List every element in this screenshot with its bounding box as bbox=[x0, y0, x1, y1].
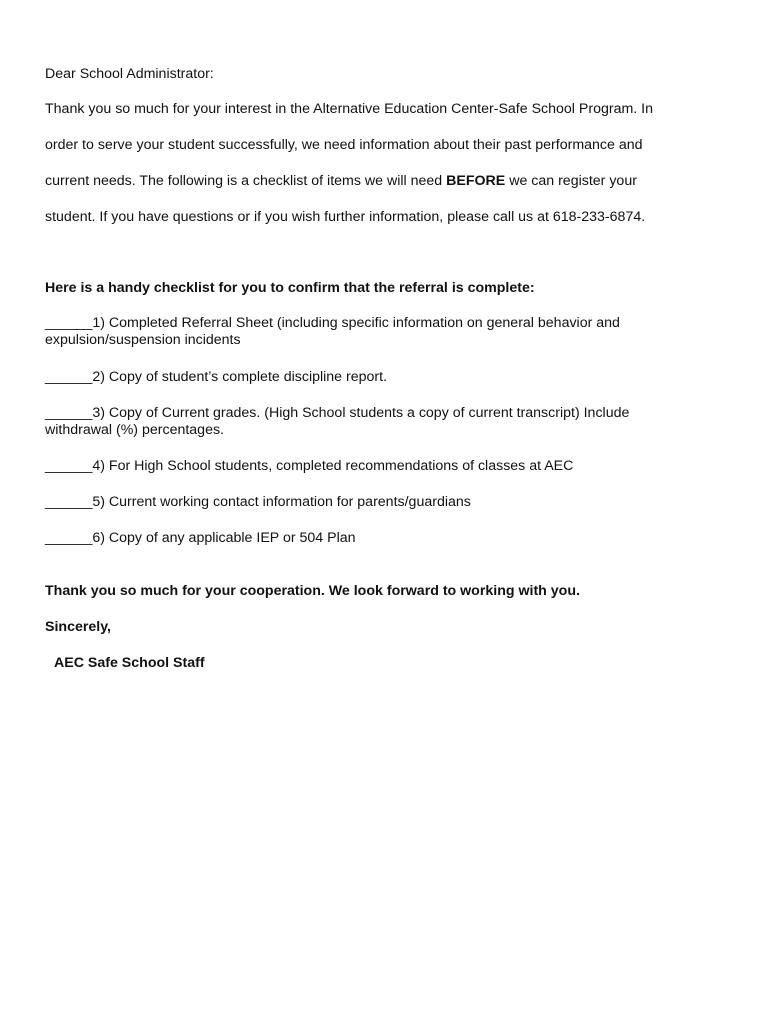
checklist-item-text: 3) Copy of Current grades. (High School students a copy of current transcript) Include bbox=[92, 405, 630, 421]
checkbox-blank: ______ bbox=[45, 494, 93, 510]
checklist-item-6 bbox=[45, 530, 745, 547]
checklist-item-text: 5) Current working contact information for parents/guardians bbox=[92, 494, 471, 510]
emphasis-before: BEFORE bbox=[446, 173, 506, 189]
intro-line-3-end: we can register your bbox=[505, 173, 637, 189]
intro-line-4: student. If you have questions or if you wish further information, please call us at 618-233-6874. bbox=[45, 209, 646, 225]
thanks-line: Thank you so much for your cooperation. We look forward to working with you. bbox=[45, 583, 580, 599]
checklist-item-3 bbox=[45, 405, 745, 439]
checklist-item-1 bbox=[45, 315, 745, 349]
checkbox-blank: ______ bbox=[45, 315, 93, 331]
intro-line-3-start: current needs. The following is a checklist of items we will need bbox=[45, 173, 447, 189]
checklist-item-5 bbox=[45, 494, 745, 511]
checklist-item-4 bbox=[45, 458, 745, 475]
checklist-item-text-continued: expulsion/suspension incidents bbox=[45, 332, 241, 348]
signature: AEC Safe School Staff bbox=[54, 655, 205, 671]
checkbox-blank: ______ bbox=[45, 369, 93, 385]
closing: Sincerely, bbox=[45, 619, 111, 635]
salutation: Dear School Administrator: bbox=[45, 66, 214, 82]
checklist-item-2 bbox=[45, 369, 745, 386]
checklist-item-text: 2) Copy of student’s complete discipline report. bbox=[92, 369, 388, 385]
checkbox-blank: ______ bbox=[45, 405, 93, 421]
checklist-item-text: 4) For High School students, completed recommendations of classes at AEC bbox=[92, 458, 574, 474]
checkbox-blank: ______ bbox=[45, 458, 93, 474]
intro-line-2: order to serve your student successfully, we need information about their past performance and bbox=[45, 137, 643, 153]
checklist-heading: Here is a handy checklist for you to confirm that the referral is complete: bbox=[45, 280, 535, 296]
intro-line-3 bbox=[45, 173, 637, 190]
checklist-item-text: 1) Completed Referral Sheet (including specific information on general behavior and bbox=[92, 315, 620, 331]
checklist-item-text-continued: withdrawal (%) percentages. bbox=[45, 422, 224, 438]
checkbox-blank: ______ bbox=[45, 530, 93, 546]
checklist-item-text: 6) Copy of any applicable IEP or 504 Plan bbox=[92, 530, 356, 546]
intro-line-1: Thank you so much for your interest in the Alternative Education Center-Safe School Program. In bbox=[45, 101, 654, 117]
